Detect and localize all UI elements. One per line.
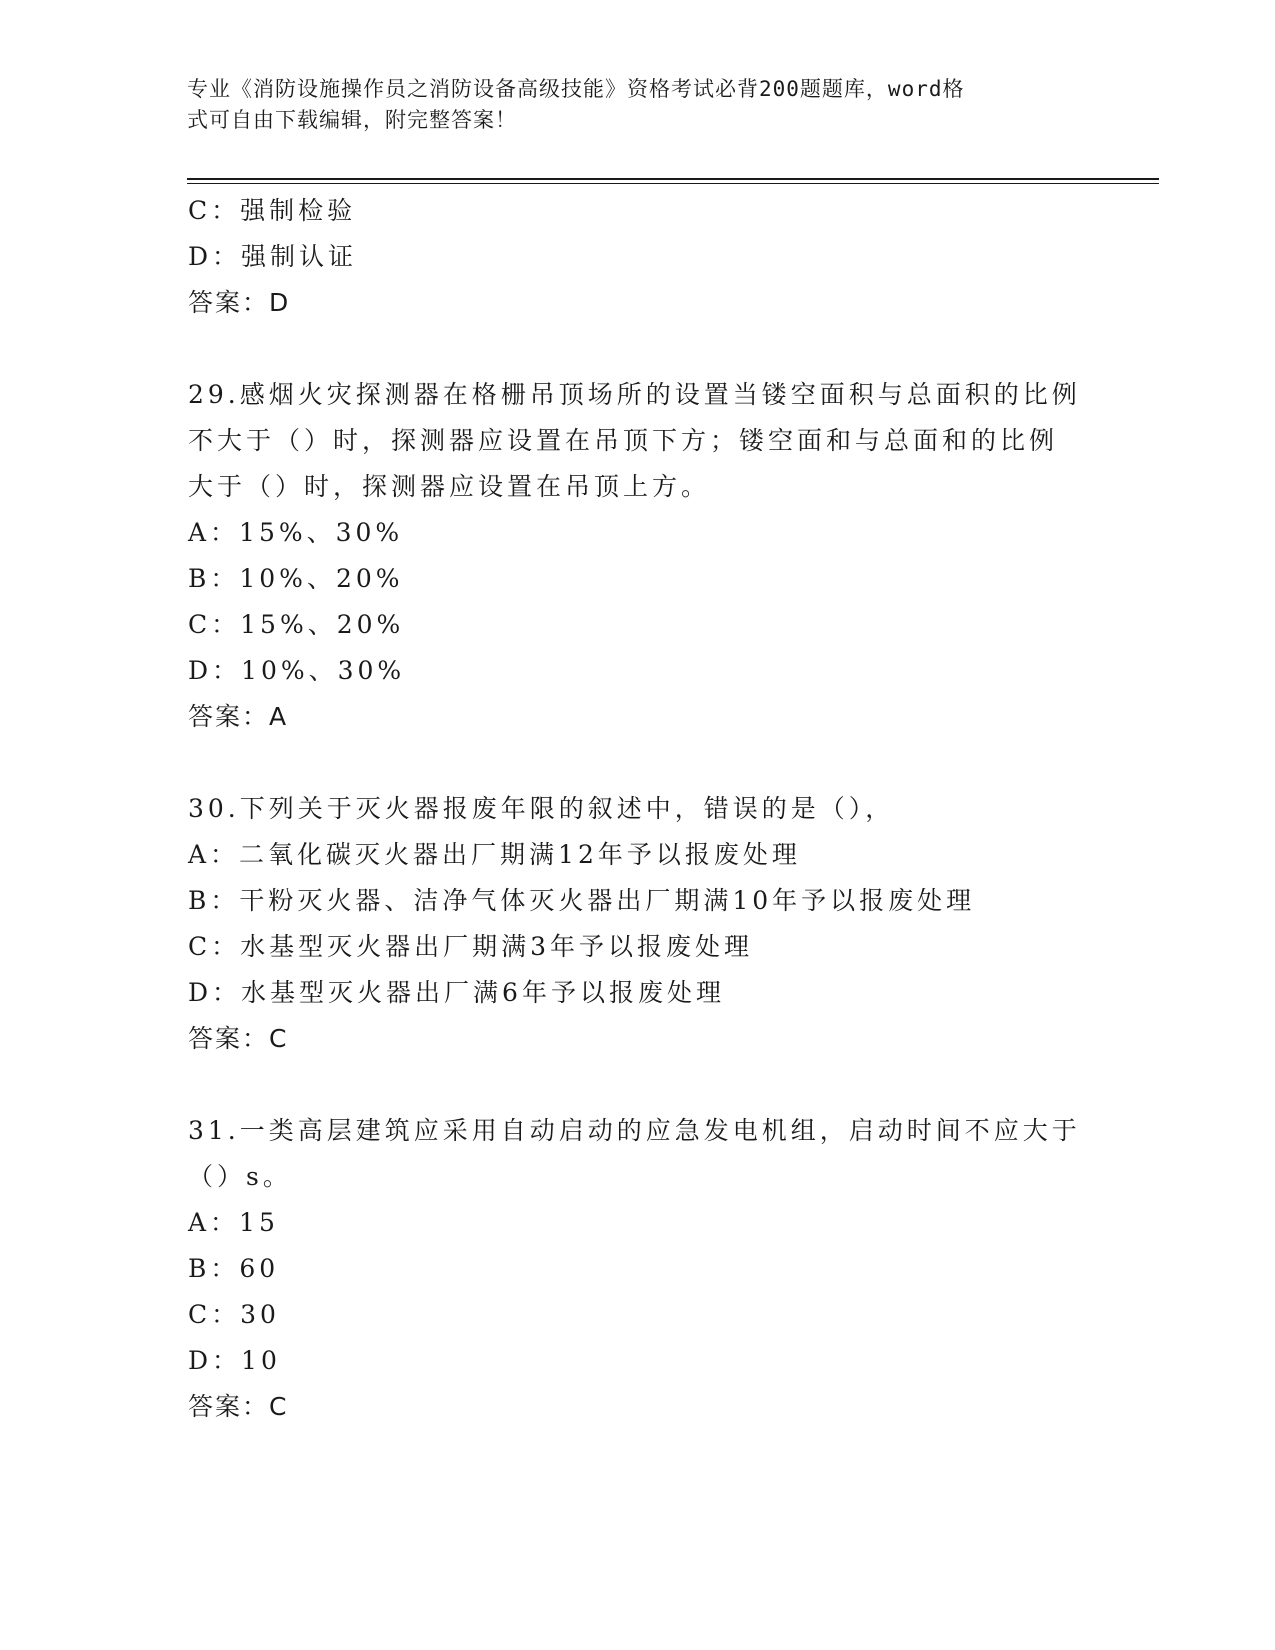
header-title-line-2: 式可自由下载编辑，附完整答案！ [187,108,517,132]
question-28-continued [188,188,1088,326]
option-d: D：10 [188,1346,281,1375]
answer-line: 答案：C [188,1024,289,1053]
question-31 [188,1108,1088,1430]
document-header [187,74,1067,136]
spacer [188,326,1088,372]
option-b: B：10%、20% [188,564,404,593]
question-stem-line: 31.一类高层建筑应采用自动启动的应急发电机组，启动时间不应大于 [188,1116,1081,1145]
option-c: C：强制检验 [188,196,357,225]
option-d: D：强制认证 [188,242,358,271]
option-b: B：60 [188,1254,280,1283]
header-divider-thin [187,183,1159,184]
header-divider-thick [187,178,1159,180]
answer-line: 答案：A [188,702,289,731]
option-b: B：干粉灭火器、洁净气体灭火器出厂期满10年予以报废处理 [188,886,976,915]
option-a: A：15 [188,1208,279,1237]
option-a: A：二氧化碳灭火器出厂期满12年予以报废处理 [188,840,801,869]
option-d: D：10%、30% [188,656,406,685]
question-stem-line: 大于（）时，探测器应设置在吊顶上方。 [188,472,711,501]
answer-line: 答案：C [188,1392,289,1421]
header-title-line-1: 专业《消防设施操作员之消防设备高级技能》资格考试必背200题题库，word格 [187,77,965,101]
option-c: C：水基型灭火器出厂期满3年予以报废处理 [188,932,754,961]
question-stem-line: 30.下列关于灭火器报废年限的叙述中，错误的是（）， [188,794,895,823]
question-30 [188,786,1088,1062]
option-c: C：30 [188,1300,280,1329]
question-stem-line: 不大于（）时，探测器应设置在吊顶下方；镂空面和与总面和的比例 [188,426,1059,455]
spacer [188,740,1088,786]
question-list [188,188,1088,1430]
question-stem-line: 29.感烟火灾探测器在格栅吊顶场所的设置当镂空面积与总面积的比例 [188,380,1081,409]
spacer [188,1062,1088,1108]
option-a: A：15%、30% [188,518,404,547]
option-d: D：水基型灭火器出厂满6年予以报废处理 [188,978,725,1007]
question-stem-line: （）s。 [188,1162,292,1191]
option-c: C：15%、20% [188,610,405,639]
question-29 [188,372,1088,740]
answer-line: 答案：D [188,288,291,317]
